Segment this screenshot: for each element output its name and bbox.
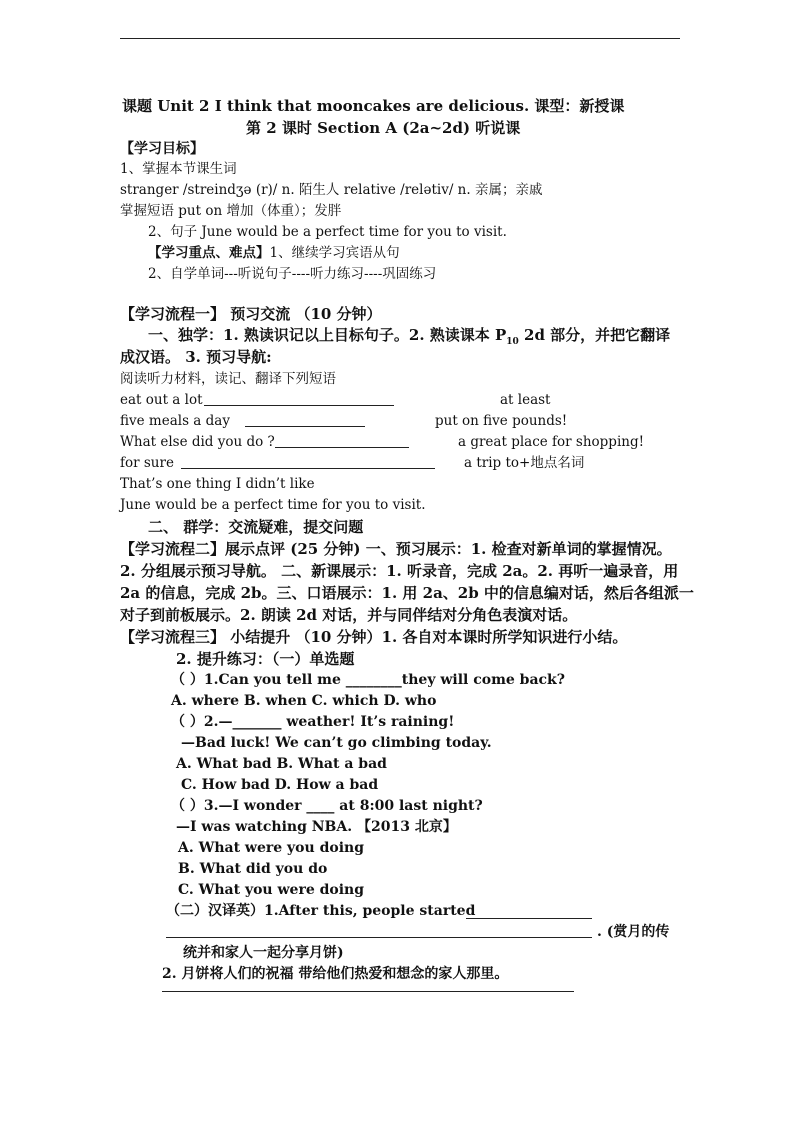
question-3: （ ）3.—I wonder ____ at 8:00 last night?	[171, 798, 483, 814]
phrase-what-else: What else did you do ?	[120, 434, 275, 450]
flow1-line-1-tail: 2d 部分，并把它翻译	[518, 326, 671, 344]
goals-phrase: 掌握短语 put on 增加（体重）；发胖	[120, 203, 342, 219]
question-3-option-c: C. What you were doing	[178, 882, 365, 898]
focus-heading: 【学习重点、难点】	[148, 245, 270, 261]
question-1-options: A. where B. when C. which D. who	[171, 693, 437, 709]
question-3-reply: —I was watching NBA. 【2013 北京】	[176, 819, 457, 835]
phrase-eat-out: eat out a lot	[120, 392, 203, 408]
answer-blank[interactable]	[181, 467, 435, 469]
flow2-line-2: 2. 分组展示预习导航。 二、新课展示：1. 听录音，完成 2a。2. 再听一遍录音，用	[120, 562, 679, 580]
focus-line-1	[148, 247, 400, 261]
flow1-line-2: 成汉语。 3. 预习导航:	[120, 348, 272, 366]
goals-vocab: stranger /streindʒə (r)/ n. 陌生人 relative /relətiv/ n. 亲属；亲戚	[120, 182, 543, 198]
goals-heading: 【学习目标】	[120, 141, 204, 157]
question-1: （ ）1.Can you tell me ________they will come back?	[171, 672, 565, 688]
page-subscript: 10	[506, 337, 519, 347]
group-study: 二、 群学：交流疑难，提交问题	[148, 518, 364, 536]
translation-1-hint-cont: 统并和家人一起分享月饼)	[183, 945, 344, 961]
question-2: （ ）2.—_______ weather! It’s raining!	[171, 714, 455, 730]
flow1-instruction: 阅读听力材料，读记、翻译下列短语	[120, 371, 336, 387]
translation-heading: （二）汉译英）1.After this, people started	[166, 903, 476, 919]
phrase-great-place: a great place for shopping!	[458, 434, 645, 450]
goals-item-2: 2、句子 June would be a perfect time for you to visit.	[148, 224, 507, 240]
phrase-put-on: put on five pounds!	[435, 413, 568, 429]
flow3-line-2: 2. 提升练习：（一）单选题	[176, 650, 355, 668]
flow1-line-1	[148, 328, 670, 347]
question-3-option-a: A. What were you doing	[178, 840, 364, 856]
phrase-thats: That’s one thing I didn’t like	[120, 476, 315, 492]
flow2-line-3: 2a 的信息，完成 2b。三、口语展示：1. 用 2a、2b 中的信息编对话，然后各组派一	[120, 584, 694, 602]
focus-item-2: 2、自学单词---听说句子----听力练习----巩固练习	[148, 266, 437, 282]
flow2-line-4: 对子到前板展示。2. 朗读 2d 对话，并与同伴结对分角色表演对话。	[120, 606, 578, 624]
answer-blank[interactable]	[466, 917, 592, 919]
phrase-june: June would be a perfect time for you to visit.	[120, 497, 426, 513]
flow1-heading: 【学习流程一】 预习交流 （10 分钟）	[120, 305, 382, 323]
question-2-reply: —Bad luck! We can’t go climbing today.	[181, 735, 492, 751]
question-3-option-b: B. What did you do	[178, 861, 328, 877]
focus-item-1: 1、继续学习宾语从句	[269, 245, 400, 261]
top-rule	[120, 38, 680, 39]
flow1-line-1-text: 一、独学：1. 熟读识记以上目标句子。2. 熟读课本 P	[148, 326, 507, 344]
answer-line[interactable]	[162, 991, 574, 992]
phrase-five-meals: five meals a day	[120, 413, 230, 429]
question-2-options-cd: C. How bad D. How a bad	[181, 777, 379, 793]
answer-blank[interactable]	[204, 404, 394, 406]
goals-item-1: 1、掌握本节课生词	[120, 161, 237, 177]
phrase-trip: a trip to+地点名词	[464, 455, 585, 471]
answer-line[interactable]	[166, 937, 592, 938]
translation-2: 2. 月饼将人们的祝福 带给他们热爱和想念的家人那里。	[162, 966, 509, 982]
phrase-for-sure: for sure	[120, 455, 174, 471]
lesson-subtitle: 第 2 课时 Section A (2a~2d) 听说课	[246, 119, 521, 137]
flow2-line-1: 【学习流程二】展示点评 (25 分钟) 一、预习展示：1. 检查对新单词的掌握情况。	[120, 540, 672, 558]
answer-blank[interactable]	[275, 446, 409, 448]
translation-1-hint: . (赏月的传	[597, 924, 670, 940]
phrase-at-least: at least	[500, 392, 551, 408]
flow3-line-1: 【学习流程三】 小结提升 （10 分钟）1. 各自对本课时所学知识进行小结。	[120, 628, 628, 646]
question-2-options-ab: A. What bad B. What a bad	[176, 756, 387, 772]
lesson-title: 课题 Unit 2 I think that mooncakes are delicious. 课型：新授课	[122, 97, 625, 115]
answer-blank[interactable]	[245, 425, 365, 427]
